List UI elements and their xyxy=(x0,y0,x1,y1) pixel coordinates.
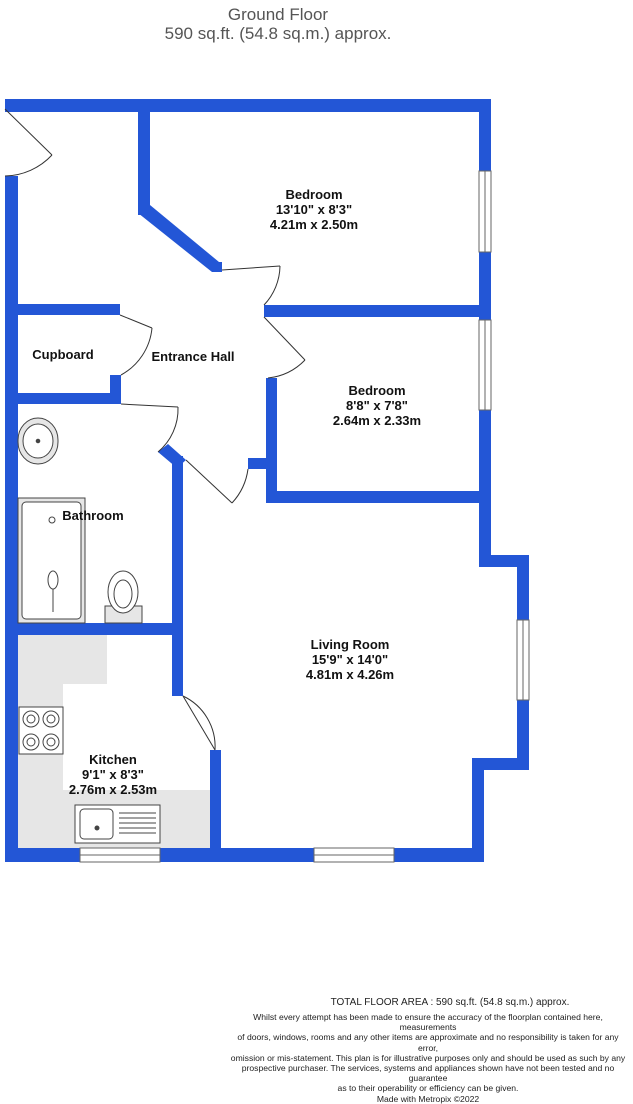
windows xyxy=(80,171,529,862)
living-room-imperial: 15'9" x 14'0" xyxy=(311,652,389,667)
bedroom1-name: Bedroom xyxy=(285,187,343,202)
living-room-name: Living Room xyxy=(310,637,390,652)
disclaimer-line: omission or mis-statement. This plan is for illustrative purposes only and should be used as such by any xyxy=(230,1052,626,1063)
basin-icon xyxy=(18,418,58,464)
door-living-room xyxy=(186,460,248,503)
kitchen-imperial: 9'1" x 8'3" xyxy=(82,767,144,782)
toilet-icon xyxy=(105,571,142,623)
door-entrance xyxy=(5,109,52,176)
disclaimer-line: of doors, windows, rooms and any other items are approximate and no responsibility is taken for any error, xyxy=(237,1032,619,1053)
sink-icon xyxy=(75,805,160,843)
door-cupboard xyxy=(120,315,152,375)
window-kitchen xyxy=(80,848,160,862)
bedroom2-metric: 2.64m x 2.33m xyxy=(332,413,422,428)
living-room-metric: 4.81m x 4.26m xyxy=(305,667,395,682)
entrance-hall-name: Entrance Hall xyxy=(151,349,235,364)
floor-area-subtitle: 590 sq.ft. (54.8 sq.m.) approx. xyxy=(164,24,392,43)
kitchen-name: Kitchen xyxy=(89,752,137,767)
disclaimer xyxy=(228,1012,628,1104)
disclaimer-line: Whilst every attempt has been made to ensure the accuracy of the floorplan contained here, measurements xyxy=(253,1012,603,1033)
total-floor-area: TOTAL FLOOR AREA : 590 sq.ft. (54.8 sq.m.) approx. xyxy=(330,997,570,1008)
hob-icon xyxy=(19,707,63,754)
bedroom1-imperial: 13'10" x 8'3" xyxy=(275,202,353,217)
window-bedroom2 xyxy=(479,320,491,410)
bedroom1-metric: 4.21m x 2.50m xyxy=(269,217,359,232)
window-living-room-front xyxy=(314,848,394,862)
window-living-room-bay xyxy=(517,620,529,700)
kitchen-metric: 2.76m x 2.53m xyxy=(68,782,158,797)
door-bedroom1 xyxy=(222,266,280,305)
floor-title: Ground Floor xyxy=(227,5,329,24)
bedroom2-name: Bedroom xyxy=(348,383,406,398)
made-with-credit: Made with Metropix ©2022 xyxy=(376,1093,480,1104)
disclaimer-line: as to their operability or efficiency can be given. xyxy=(337,1083,519,1094)
window-bedroom1 xyxy=(479,171,491,252)
bathroom-name: Bathroom xyxy=(62,508,124,523)
door-bedroom2 xyxy=(264,317,305,378)
cupboard-name: Cupboard xyxy=(32,347,94,362)
door-kitchen xyxy=(183,696,215,750)
walls xyxy=(5,99,529,862)
disclaimer-line: prospective purchaser. The services, systems and appliances shown have not been tested and no guarantee xyxy=(241,1063,615,1084)
door-bathroom xyxy=(121,404,178,452)
bedroom2-imperial: 8'8" x 7'8" xyxy=(346,398,408,413)
